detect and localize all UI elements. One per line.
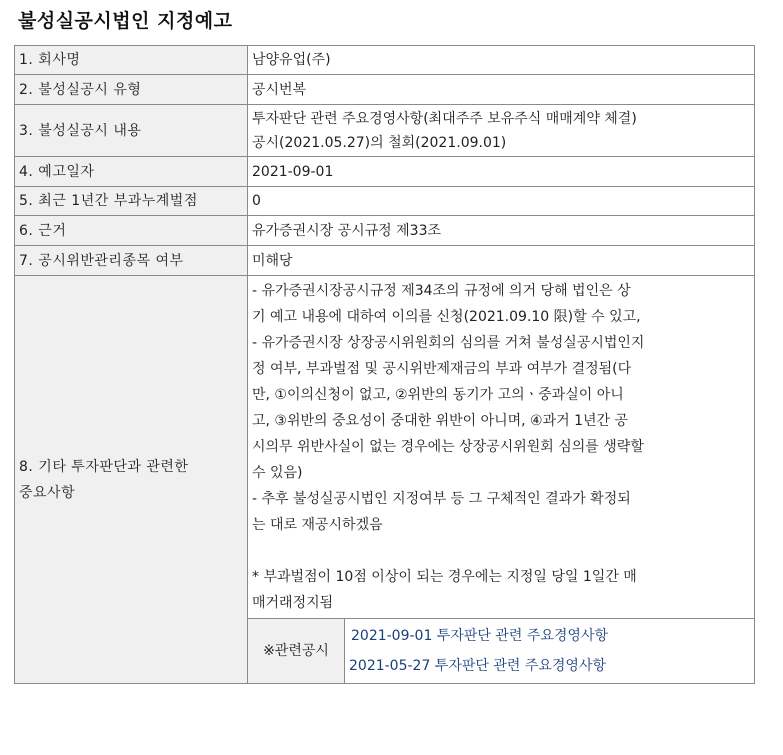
table-row — [15, 246, 755, 276]
table-row — [15, 46, 755, 75]
table-row — [15, 75, 755, 105]
other-matters-text: - 유가증권시장공시규정 제34조의 규정에 의거 당해 법인은 상 기 예고 내용에 대하여 이의를 신청(2021.09.10 限)할 수 있고, - 유가증권시장 상장공시위원회의 심의를 거쳐 불성실공시법인지 정 여부, 부과벌점 및 공시위반제재금의 부과 여부가 결정됨(다 만, ①이의신청이 없고, ②위반의 동기가 고의ㆍ중과실이 아니 고, ③위반의 중요성이 중대한 위반이 아니며, ④과거 1년간 공 시의무 위반사실이 없는 경우에는 상장공시위원회 심의를 생략할 수 있음) - 추후 불성실공시법인 지정여부 등 그 구체적인 결과가 확정되 는 대로 재공시하겠음 — [252, 283, 645, 533]
penalty-points-label: 5. 최근 1년간 부과누계벌점 — [15, 187, 248, 216]
disclosure-content-label: 3. 불성실공시 내용 — [15, 105, 248, 157]
notice-date-label: 4. 예고일자 — [15, 157, 248, 187]
other-matters-value — [248, 276, 755, 684]
related-disclosures — [248, 618, 754, 683]
disclosure-content-value: 투자판단 관련 주요경영사항(최대주주 보유주식 매매계약 체결) 공시(2021.05.27)의 철회(2021.09.01) — [248, 105, 755, 157]
table-row — [15, 276, 755, 684]
other-matters-label-line2: 중요사항 — [19, 484, 76, 501]
table-row — [15, 216, 755, 246]
table-row — [15, 157, 755, 187]
table-row — [15, 187, 755, 216]
related-disclosures-links — [345, 619, 755, 684]
page-title: 불성실공시법인 지정예고 — [18, 10, 233, 32]
related-disclosure-link[interactable]: 2021-09-01 투자판단 관련 주요경영사항 — [351, 628, 608, 644]
basis-value: 유가증권시장 공시규정 제33조 — [248, 216, 755, 246]
other-matters-label-line1: 8. 기타 투자판단과 관련한 — [19, 458, 189, 475]
penalty-note-text: * 부과벌점이 10점 이상이 되는 경우에는 지정일 당일 1일간 매 매거래정지됨 — [252, 569, 637, 611]
related-disclosure-link[interactable]: 2021-05-27 투자판단 관련 주요경영사항 — [349, 658, 606, 674]
table-row — [15, 105, 755, 157]
basis-label: 6. 근거 — [15, 216, 248, 246]
notice-date-value: 2021-09-01 — [248, 157, 755, 187]
spacer — [248, 538, 754, 564]
violation-stock-label: 7. 공시위반관리종목 여부 — [15, 246, 248, 276]
other-matters-label — [15, 276, 248, 684]
penalty-points-value: 0 — [248, 187, 755, 216]
disclosure-table — [14, 45, 755, 684]
related-disclosures-label: ※관련공시 — [248, 619, 345, 684]
disclosure-type-label: 2. 불성실공시 유형 — [15, 75, 248, 105]
company-name-value: 남양유업(주) — [248, 46, 755, 75]
disclosure-type-value: 공시번복 — [248, 75, 755, 105]
company-name-label: 1. 회사명 — [15, 46, 248, 75]
violation-stock-value: 미해당 — [248, 246, 755, 276]
